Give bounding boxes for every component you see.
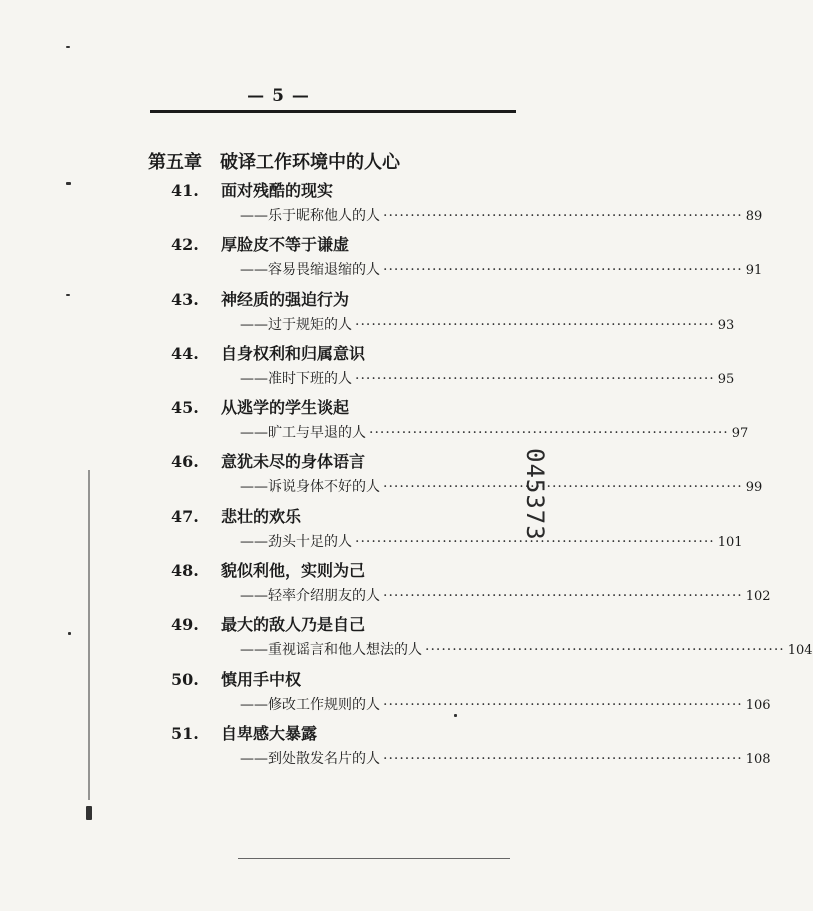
entry-subtitle: ——过于规矩的人 — [240, 316, 352, 333]
entry-page-number: 89 — [745, 209, 763, 224]
page-number: — 5 — — [247, 86, 310, 106]
bottom-rule — [238, 858, 510, 859]
entry-subtitle-line — [240, 531, 743, 551]
dot-leader: ·································································· — [355, 316, 715, 333]
toc-entry — [0, 232, 763, 286]
entry-number: 50. — [171, 669, 199, 689]
dot-leader: ·································································· — [383, 750, 743, 767]
entry-heading — [171, 341, 365, 364]
entry-subtitle-line — [240, 205, 763, 225]
entry-subtitle: ——到处散发名片的人 — [240, 750, 380, 767]
speck — [66, 46, 70, 48]
entry-page-number: 91 — [745, 263, 763, 279]
entry-subtitle-line — [240, 314, 735, 334]
chapter-title — [148, 148, 400, 174]
toc-entry — [0, 287, 735, 341]
toc-entry — [0, 721, 771, 775]
entry-subtitle: ——重视谣言和他人想法的人 — [240, 642, 422, 659]
stamp-number: 045373 — [521, 448, 549, 541]
entry-number: 45. — [171, 398, 199, 418]
toc-entry — [0, 178, 763, 232]
toc-entry — [0, 341, 735, 395]
speck — [68, 632, 71, 635]
entry-subtitle-line — [240, 748, 771, 768]
entry-number: 43. — [171, 289, 199, 309]
dot-leader: ·································································· — [383, 208, 743, 224]
entry-subtitle-line — [240, 639, 813, 659]
entry-title: 悲壮的欢乐 — [221, 506, 302, 526]
speck — [454, 714, 457, 717]
entry-title: 自卑感大暴露 — [221, 723, 318, 743]
entry-page-number: 95 — [717, 371, 735, 387]
speck — [66, 294, 70, 296]
entry-title: 从逃学的学生谈起 — [221, 398, 350, 418]
spine-mark — [88, 470, 90, 800]
chapter-label: 第五章 — [148, 152, 202, 173]
entry-page-number: 101 — [717, 534, 743, 550]
entry-page-number: 93 — [717, 317, 735, 333]
entry-heading — [171, 395, 349, 418]
dot-leader: ·································································· — [383, 262, 743, 279]
entry-page-number: 104 — [787, 643, 813, 659]
entry-page-number: 99 — [745, 480, 763, 496]
entry-heading — [171, 449, 365, 472]
entry-subtitle: ——修改工作规则的人 — [240, 696, 380, 713]
entry-number: 49. — [171, 615, 199, 635]
stamp — [521, 448, 549, 548]
entry-number: 48. — [171, 561, 199, 581]
entry-number: 44. — [171, 343, 199, 363]
entry-heading — [171, 612, 365, 635]
dot-leader: ·································································· — [425, 642, 785, 659]
entry-number: 47. — [171, 506, 199, 526]
entry-subtitle: ——准时下班的人 — [240, 370, 352, 387]
entry-title: 貌似利他，实则为己 — [221, 561, 366, 581]
chapter-name: 破译工作环境中的人心 — [220, 152, 400, 173]
entry-subtitle: ——容易畏缩退缩的人 — [240, 262, 380, 279]
entry-subtitle: ——劲头十足的人 — [240, 533, 352, 550]
entry-title: 意犹未尽的身体语言 — [221, 452, 366, 472]
speck — [66, 182, 71, 185]
entry-subtitle: ——旷工与早退的人 — [240, 425, 366, 442]
dot-leader: ·································································· — [383, 588, 743, 605]
entry-number: 42. — [171, 235, 199, 255]
toc-entry — [0, 558, 771, 612]
entry-heading — [171, 721, 317, 744]
entry-title: 神经质的强迫行为 — [221, 289, 350, 309]
entry-page-number: 108 — [745, 751, 771, 767]
entry-heading — [171, 232, 349, 255]
entry-number: 41. — [171, 181, 199, 200]
entry-subtitle-line — [240, 476, 763, 496]
entry-title: 厚脸皮不等于谦虚 — [221, 235, 350, 255]
header-rule — [150, 110, 516, 113]
entry-subtitle-line — [240, 585, 771, 605]
entry-page-number: 97 — [731, 426, 749, 442]
entry-heading — [171, 667, 301, 690]
entry-subtitle-line — [240, 422, 749, 442]
toc-entry — [0, 395, 749, 449]
speck — [86, 806, 92, 820]
entry-heading — [171, 287, 349, 310]
entry-subtitle: ——轻率介绍朋友的人 — [240, 588, 380, 605]
toc-entry — [0, 612, 813, 666]
entry-subtitle-line — [240, 368, 735, 388]
entry-page-number: 106 — [745, 697, 771, 713]
entry-title: 自身权利和归属意识 — [221, 343, 366, 363]
dot-leader: ·································································· — [383, 696, 743, 713]
entry-page-number: 102 — [745, 589, 771, 605]
dot-leader: ·································································· — [355, 370, 715, 387]
entry-title: 最大的敌人乃是自己 — [221, 615, 366, 635]
entry-title: 慎用手中权 — [221, 669, 302, 689]
entry-subtitle: ——诉说身体不好的人 — [240, 479, 380, 496]
dot-leader: ·································································· — [355, 533, 715, 550]
entry-subtitle-line — [240, 694, 771, 714]
entry-heading — [171, 558, 365, 581]
entry-number: 46. — [171, 452, 199, 472]
entry-title: 面对残酷的现实 — [221, 181, 334, 200]
toc-entry — [0, 667, 771, 721]
entry-heading — [171, 504, 301, 527]
dot-leader: ·································································· — [383, 479, 743, 496]
dot-leader: ·································································· — [369, 425, 729, 442]
entry-subtitle: ——乐于昵称他人的人 — [240, 208, 380, 224]
entry-heading — [171, 178, 333, 201]
entry-number: 51. — [171, 723, 199, 743]
entry-subtitle-line — [240, 259, 763, 279]
